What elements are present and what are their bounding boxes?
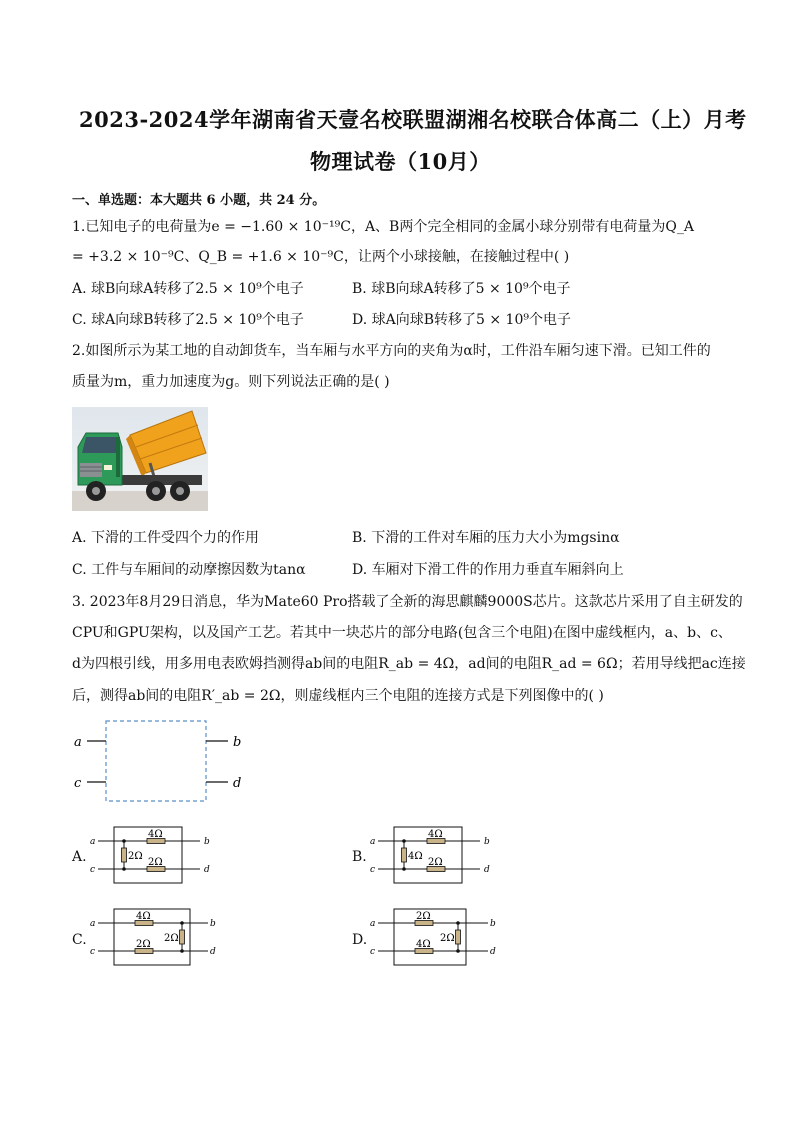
dashed-box [106,721,206,801]
q3-option-a-label: A. [72,849,87,865]
resistor-vertical [456,930,461,944]
terminal-c: c [90,947,96,957]
terminal-a: a [74,735,82,750]
q1-option-a: A. 球B向球A转移了2.5 × 10⁹个电子 [72,281,304,297]
terminal-c: c [90,865,96,875]
resistor-top-label: 4Ω [148,829,163,840]
terminal-d: d [233,776,242,791]
resistor-bottom-label: 2Ω [428,857,443,868]
terminal-b: b [490,919,496,929]
q1-stem-line1: 1.已知电子的电荷量为e = −1.60 × 10⁻¹⁹C，A、B两个完全相同的金属小球分别带有电荷量为Q_A [72,219,694,235]
circuit-option-d [366,908,496,968]
q3-option-d-label: D. [352,932,368,948]
resistor-top-label: 4Ω [428,829,443,840]
q2-option-c: C. 工件与车厢间的动摩擦因数为tanα [72,562,306,578]
resistor-bottom-label: 4Ω [416,939,431,950]
resistor-vertical [402,848,407,862]
q1-option-c: C. 球A向球B转移了2.5 × 10⁹个电子 [72,312,304,328]
q3-stem-line2: CPU和GPU架构，以及国产工艺。若其中一块芯片的部分电路(包含三个电阻)在图中虚线框内，a、b、c、 [72,625,732,641]
q3-stem-line3: d为四根引线，用多用电表欧姆挡测得ab间的电阻R_ab = 4Ω，ad间的电阻R_ad = 6Ω；若用导线把ac连接 [72,656,746,672]
resistor-vertical-label: 2Ω [164,933,179,944]
resistor-vertical-label: 2Ω [128,851,143,862]
resistor-vertical [180,930,185,944]
circuit-option-b [366,826,496,886]
page-title-line2: 物理试卷（10月） [310,149,491,174]
terminal-c: c [370,947,376,957]
q2-stem-line1: 2.如图所示为某工地的自动卸货车，当车厢与水平方向的夹角为α时，工件沿车厢匀速下滑。已知工件的 [72,343,711,359]
q3-option-c-label: C. [72,932,87,948]
terminal-b: b [484,837,490,847]
q1-option-b: B. 球B向球A转移了5 × 10⁹个电子 [352,281,571,297]
q3-option-b-label: B. [352,849,367,865]
terminal-d: d [204,865,210,875]
terminal-d: d [490,947,496,957]
q2-option-d: D. 车厢对下滑工件的作用力垂直车厢斜向上 [352,562,624,578]
circuit-option-c [86,908,216,968]
black-box-figure [70,718,250,808]
terminal-a: a [90,837,96,847]
q3-stem-line1: 3. 2023年8月29日消息，华为Mate60 Pro搭载了全新的海思麒麟9000S芯片。这款芯片采用了自主研发的 [72,594,743,610]
resistor-vertical-label: 4Ω [408,851,423,862]
q1-stem-line2: = +3.2 × 10⁻⁹C、Q_B = +1.6 × 10⁻⁹C，让两个小球接触，在接触过程中( ) [72,249,570,265]
terminal-b: b [210,919,216,929]
terminal-a: a [370,837,376,847]
q2-stem-line2: 质量为m，重力加速度为g。则下列说法正确的是( ) [72,374,390,390]
dump-truck-image [72,407,208,511]
terminal-a: a [90,919,96,929]
terminal-b: b [204,837,210,847]
resistor-vertical [122,848,127,862]
resistor-bottom-label: 2Ω [136,939,151,950]
circuit-option-a [86,826,216,886]
resistor-top-label: 4Ω [136,911,151,922]
resistor-vertical-label: 2Ω [440,933,455,944]
section-heading: 一、单选题：本大题共 6 小题，共 24 分。 [72,193,326,208]
terminal-a: a [370,919,376,929]
terminal-d: d [484,865,490,875]
q2-option-a: A. 下滑的工件受四个力的作用 [72,530,260,546]
resistor-bottom-label: 2Ω [148,857,163,868]
terminal-b: b [233,735,242,750]
terminal-c: c [74,776,82,791]
q1-option-d: D. 球A向球B转移了5 × 10⁹个电子 [352,312,571,328]
page-title-line1: 2023-2024学年湖南省天壹名校联盟湖湘名校联合体高二（上）月考 [79,107,747,132]
resistor-top-label: 2Ω [416,911,431,922]
q2-option-b: B. 下滑的工件对车厢的压力大小为mgsinα [352,530,620,546]
q3-stem-line4: 后，测得ab间的电阻R′_ab = 2Ω，则虚线框内三个电阻的连接方式是下列图像中的( ) [72,688,604,704]
terminal-c: c [370,865,376,875]
terminal-d: d [210,947,216,957]
